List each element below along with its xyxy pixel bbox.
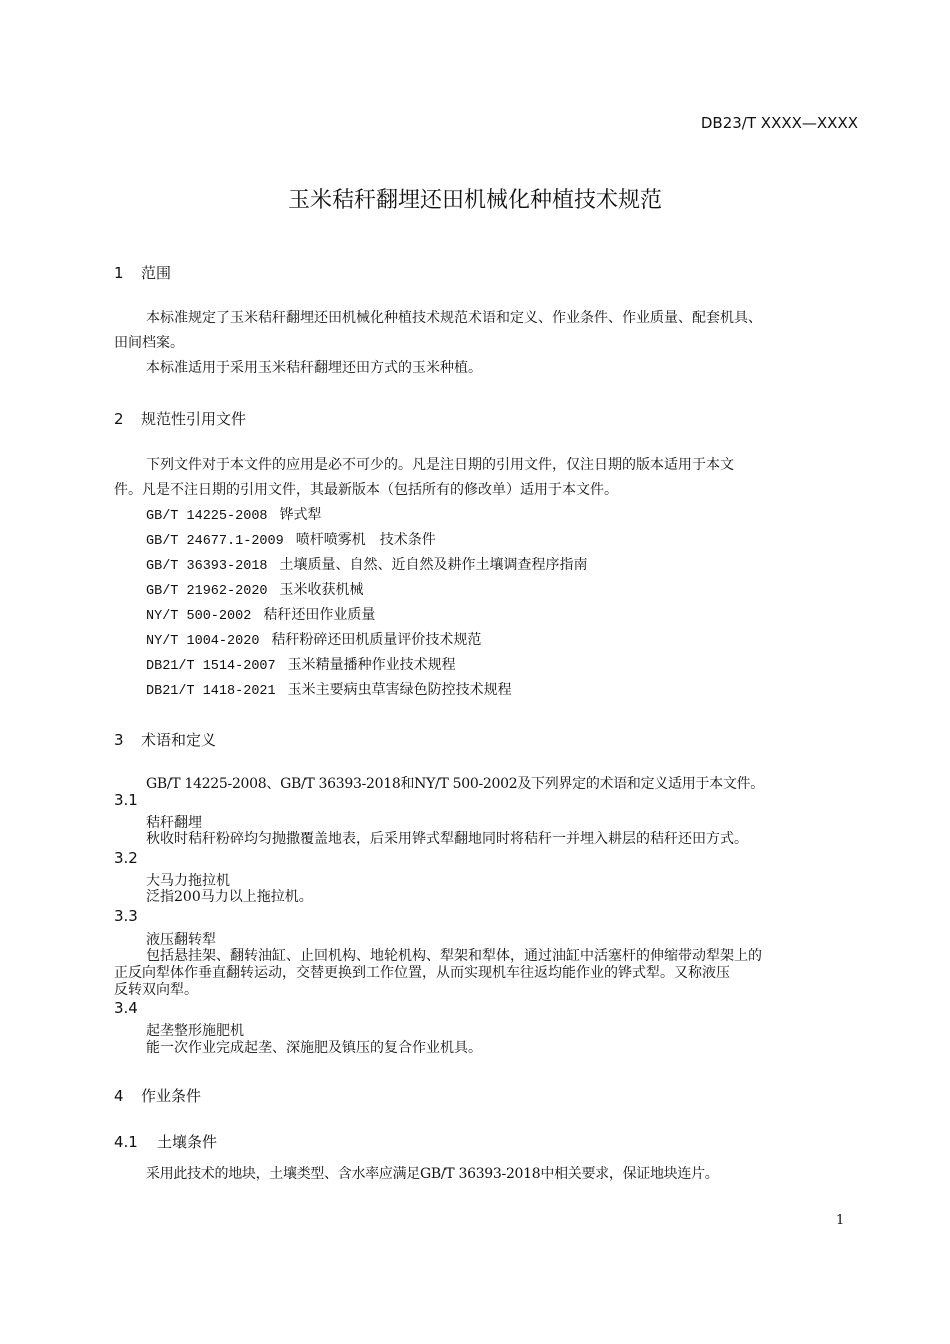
reference-code: DB21/T 1418-2021 xyxy=(146,684,276,699)
reference-name: 玉米精量播种作业技术规程 xyxy=(287,657,456,673)
subsection-number: 4.1 xyxy=(114,1133,138,1151)
page-number: 1 xyxy=(836,1213,845,1228)
paragraph: 件。凡是不注日期的引用文件，其最新版本（包括所有的修改单）适用于本文件。 xyxy=(114,482,618,498)
term-name: 大马力拖拉机 xyxy=(146,873,230,889)
paragraph: GB/T 14225-2008、GB/T 36393-2018和NY/T 500-2002及下列界定的术语和定义适用于本文件。 xyxy=(146,776,764,792)
section-number: 3 xyxy=(114,731,124,749)
section-number: 4 xyxy=(114,1087,124,1105)
section-3-heading xyxy=(114,729,216,750)
reference-code: GB/T 36393-2018 xyxy=(146,559,268,574)
term-definition: 秋收时秸秆粉碎均匀抛撒覆盖地表，后采用铧式犁翻地同时将秸秆一并埋入耕层的秸秆还田方式。 xyxy=(146,831,748,847)
reference-item xyxy=(146,629,481,649)
subsection-4-1-heading xyxy=(114,1131,217,1152)
reference-item xyxy=(146,604,375,624)
section-2-heading xyxy=(114,408,246,429)
section-title: 规范性引用文件 xyxy=(141,410,247,428)
term-definition: 泛指200马力以上拖拉机。 xyxy=(146,889,313,905)
reference-name: 土壤质量、自然、近自然及耕作土壤调查程序指南 xyxy=(279,557,588,573)
reference-item xyxy=(146,579,364,599)
section-4-heading xyxy=(114,1085,201,1106)
document-code: DB23/T XXXX—XXXX xyxy=(700,114,858,132)
term-number: 3.1 xyxy=(114,791,138,809)
term-number: 3.4 xyxy=(114,999,138,1017)
reference-code: GB/T 24677.1-2009 xyxy=(146,534,284,549)
reference-name: 玉米主要病虫草害绿色防控技术规程 xyxy=(287,682,512,698)
reference-name: 玉米收获机械 xyxy=(279,582,364,598)
reference-name: 铧式犁 xyxy=(279,507,322,523)
term-definition: 包括悬挂架、翻转油缸、止回机构、地轮机构、犁架和犁体，通过油缸中活塞杆的伸缩带动犁架上的 xyxy=(146,948,762,964)
reference-code: NY/T 1004-2020 xyxy=(146,634,260,649)
reference-item xyxy=(146,504,322,524)
term-definition: 反转双向犁。 xyxy=(114,982,198,998)
section-1-heading xyxy=(114,262,171,283)
term-name: 液压翻转犁 xyxy=(146,932,216,948)
paragraph: 采用此技术的地块，土壤类型、含水率应满足GB/T 36393-2018中相关要求，保证地块连片。 xyxy=(146,1166,719,1182)
reference-code: NY/T 500-2002 xyxy=(146,609,252,624)
reference-name: 喷杆喷雾机 技术条件 xyxy=(295,532,436,548)
term-definition: 能一次作业完成起垄、深施肥及镇压的复合作业机具。 xyxy=(146,1040,482,1056)
section-title: 范围 xyxy=(141,264,172,282)
document-title: 玉米秸秆翻埋还田机械化种植技术规范 xyxy=(287,188,662,213)
reference-code: GB/T 14225-2008 xyxy=(146,509,268,524)
paragraph: 下列文件对于本文件的应用是必不可少的。凡是注日期的引用文件，仅注日期的版本适用于本文 xyxy=(146,457,734,473)
reference-item xyxy=(146,554,588,574)
reference-code: DB21/T 1514-2007 xyxy=(146,659,276,674)
section-title: 作业条件 xyxy=(141,1087,202,1105)
paragraph: 本标准规定了玉米秸秆翻埋还田机械化种植技术规范术语和定义、作业条件、作业质量、配套机具、 xyxy=(146,310,762,326)
section-number: 2 xyxy=(114,410,124,428)
subsection-title: 土壤条件 xyxy=(157,1133,218,1151)
section-title: 术语和定义 xyxy=(141,731,217,749)
paragraph: 本标准适用于采用玉米秸秆翻埋还田方式的玉米种植。 xyxy=(146,360,482,376)
term-name: 起垄整形施肥机 xyxy=(146,1023,244,1039)
reference-name: 秸秆粉碎还田机质量评价技术规范 xyxy=(271,632,482,648)
reference-item xyxy=(146,529,436,549)
term-number: 3.2 xyxy=(114,849,138,867)
section-number: 1 xyxy=(114,264,124,282)
reference-name: 秸秆还田作业质量 xyxy=(263,607,376,623)
term-definition: 正反向犁体作垂直翻转运动，交替更换到工作位置，从而实现机车往返均能作业的铧式犁。又称液压 xyxy=(114,965,730,981)
reference-item xyxy=(146,679,512,699)
paragraph: 田间档案。 xyxy=(114,335,184,351)
reference-item xyxy=(146,654,456,674)
reference-code: GB/T 21962-2020 xyxy=(146,584,268,599)
term-name: 秸秆翻埋 xyxy=(146,815,202,831)
term-number: 3.3 xyxy=(114,907,138,925)
